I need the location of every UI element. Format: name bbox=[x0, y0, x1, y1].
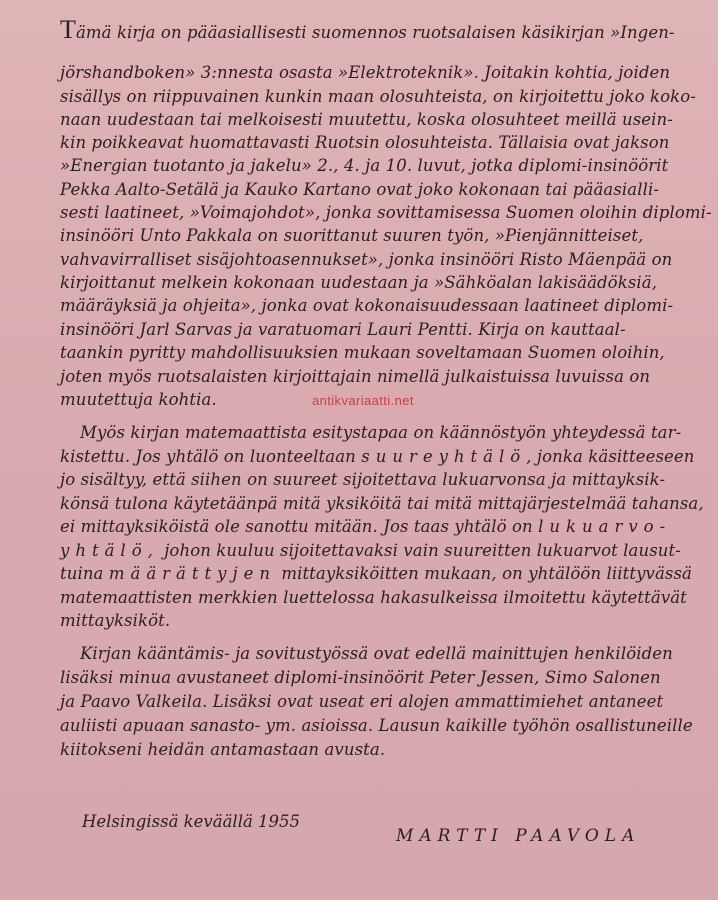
text-line: ei mittayksiköistä ole sanottu mitään. Jos taas yhtälö on lukuarvo- bbox=[60, 517, 672, 536]
drop-cap: T bbox=[60, 15, 76, 44]
text-line: jörshandboken» 3:nnesta osasta »Elektroteknik». Joitakin kohtia, joiden bbox=[60, 63, 671, 82]
text-line: tuina määrättyjen mittayksiköitten mukaan, on yhtälöön liittyvässä bbox=[60, 564, 692, 583]
text-line: kistettu. Jos yhtälö on luonteeltaan suureyhtälö, jonka käsitteeseen bbox=[60, 447, 695, 466]
text-line: naan uudestaan tai melkoisesti muutettu, koska olosuhteet meillä usein- bbox=[60, 110, 673, 129]
text-line: auliisti apuaan sanasto- ym. asioissa. Lausun kaikille työhön osallistuneille bbox=[60, 716, 693, 735]
author-signature: MARTTI PAAVOLA bbox=[396, 826, 641, 846]
text-line: insinööri Unto Pakkala on suorittanut suuren työn, »Pienjännitteiset, bbox=[60, 226, 644, 245]
text-line: vahvavirralliset sisäjohtoasennukset», jonka insinööri Risto Mäenpää on bbox=[60, 250, 673, 269]
text-line: kirjoittanut melkein kokonaan uudestaan ja »Sähköalan lakisäädöksiä, bbox=[60, 273, 658, 292]
text-line: insinööri Jarl Sarvas ja varatuomari Lauri Pentti. Kirja on kauttaal- bbox=[60, 320, 626, 339]
text-line: yhtälö, johon kuuluu sijoitettavaksi vain suureitten lukuarvot lausut- bbox=[60, 541, 681, 560]
text-line: määräyksiä ja ohjeita», jonka ovat kokonaisuudessaan laatineet diplomi- bbox=[60, 296, 674, 315]
text-line: muutettuja kohtia. bbox=[60, 390, 217, 409]
watermark: antikvariaatti.net bbox=[312, 393, 414, 408]
text-line: kin poikkeavat huomattavasti Ruotsin olosuhteista. Tällaisia ovat jakson bbox=[60, 133, 670, 152]
text-line: sesti laatineet, »Voimajohdot», jonka sovittamisessa Suomen oloihin diplomi- bbox=[60, 203, 712, 222]
text-line: »Energian tuotanto ja jakelu» 2., 4. ja 10. luvut, jotka diplomi-insinöörit bbox=[60, 156, 669, 175]
text-line: Tämä kirja on pääasiallisesti suomennos ruotsalaisen käsikirjan »Ingen- bbox=[60, 15, 675, 44]
text-line: matemaattisten merkkien luettelossa hakasulkeissa ilmoitettu käytettävät bbox=[60, 588, 687, 607]
text-line: joten myös ruotsalaisten kirjoittajain nimellä julkaistuissa luvuissa on bbox=[60, 367, 651, 386]
text-line: lisäksi minua avustaneet diplomi-insinöörit Peter Jessen, Simo Salonen bbox=[60, 668, 661, 687]
text-line: ja Paavo Valkeila. Lisäksi ovat useat eri alojen ammattimiehet antaneet bbox=[60, 692, 664, 711]
text-line: jo sisältyy, että siihen on suureet sijoitettava lukuarvonsa ja mittayksik- bbox=[60, 470, 666, 489]
text-line: Kirjan kääntämis- ja sovitustyössä ovat edellä mainittujen henkilöiden bbox=[80, 644, 673, 663]
text-line: taankin pyritty mahdollisuuksien mukaan soveltamaan Suomen oloihin, bbox=[60, 343, 665, 362]
text-line: sisällys on riippuvainen kunkin maan olosuhteista, on kirjoitettu joko koko- bbox=[60, 87, 696, 106]
text-line: Pekka Aalto-Setälä ja Kauko Kartano ovat joko kokonaan tai pääasialli- bbox=[60, 180, 660, 199]
text-line: könsä tulona käytetäänpä mitä yksiköitä tai mitä mittajärjestelmää tahansa, bbox=[60, 494, 704, 513]
text-line: Myös kirjan matemaattista esitystapaa on käännöstyön yhteydessä tar- bbox=[80, 423, 682, 442]
place-and-date: Helsingissä keväällä 1955 bbox=[82, 812, 301, 831]
text-line: kiitokseni heidän antamastaan avusta. bbox=[60, 740, 386, 759]
text-line: mittayksiköt. bbox=[60, 611, 171, 630]
